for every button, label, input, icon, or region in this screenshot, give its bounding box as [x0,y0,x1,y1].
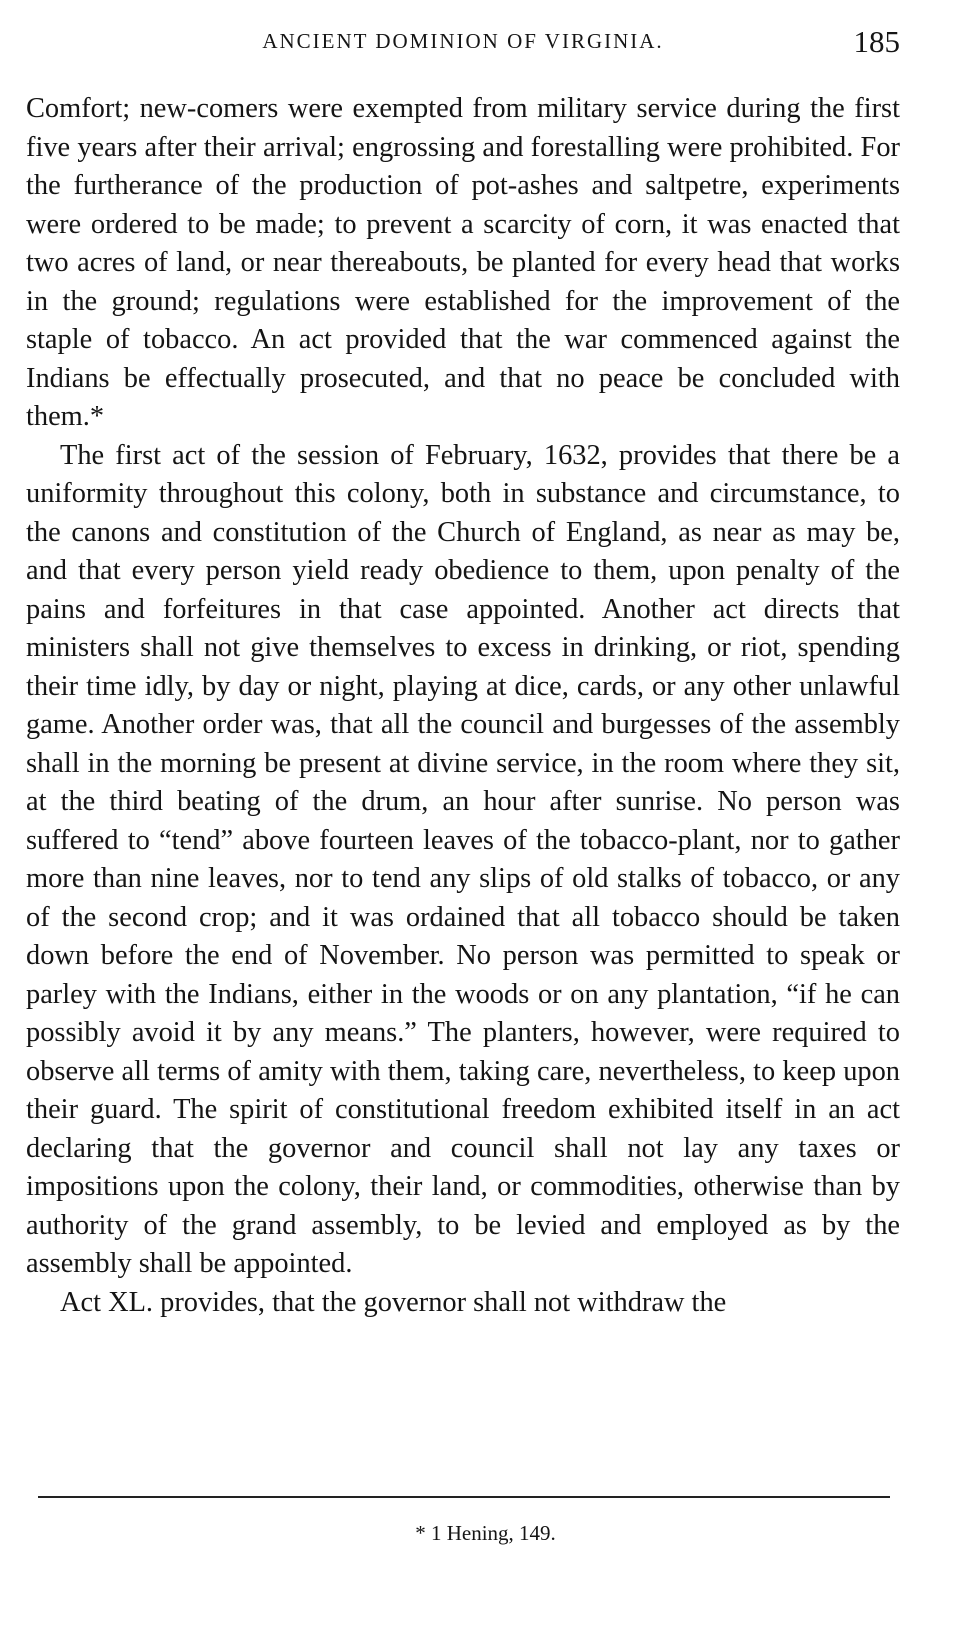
running-head [26,24,900,60]
paragraph-act-xl: Act XL. provides, that the governor shall not withdraw the [60,1286,727,1318]
paragraph-session-1632: The first act of the session of February, 1632, provides that there be a uniformity throughout this colony, both in substance and circumstance, to the canons and constitution of the Church of England, as near as may be, and that every person yield ready obedience to them, upon penalty of the pains and forfeitures in that case appointed. Another act directs that ministers shall not give themselves to excess in drinking, or riot, spending their time idly, by day or night, playing at dice, cards, or any other unlawful game. Another order was, that all the council and burgesses of the assembly shall in the morning be present at divine service, in the room where they sit, at the third beating of the drum, an hour after sunrise. No person was suffered to “tend” above fourteen leaves of the tobacco-plant, nor to gather more than nine leaves, nor to tend any slips of old stalks of tobacco, or any of the second crop; and it was ordained that all tobacco should be taken down before the end of November. No person was permitted to speak or parley with the Indians, either in the woods or on any plantation, “if he can possibly avoid it by any means.” The planters, however, were required to observe all terms of amity with them, taking care, nevertheless, to keep upon their guard. The spirit of constitutional freedom exhibited itself in an act declaring that the governor and council shall not lay any taxes or impositions upon the colony, their land, or commodities, otherwise than by authority of the grand assembly, to be levied and employed as by the assembly shall be appointed. [26,439,900,1279]
footnote-rule [38,1496,890,1498]
page-number: 185 [853,24,900,59]
running-title: ANCIENT DOMINION OF VIRGINIA. [262,29,664,53]
body-text [26,90,900,1322]
footnote: * 1 Hening, 149. [415,1521,556,1545]
paragraph-continuation: Comfort; new-comers were exempted from military service during the first five years after their arrival; engrossing and forestalling were prohibited. For the furtherance of the production of pot-ashes and saltpetre, experiments were ordered to be made; to prevent a scarcity of corn, it was enacted that two acres of land, or near thereabouts, be planted for every head that works in the ground; regulations were established for the improvement of the staple of tobacco. An act provided that the war commenced against the Indians be effectually prosecuted, and that no peace be concluded with them.* [26,93,900,432]
